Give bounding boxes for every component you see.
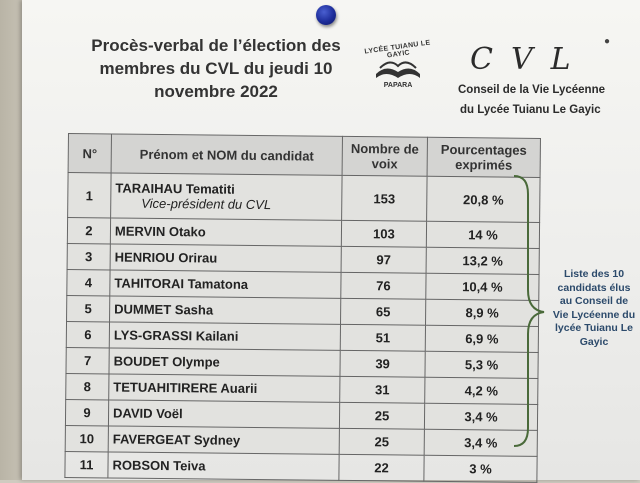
cell-pct: 10,4 % [426,273,539,300]
cvl-logo-dot-icon: ● [604,36,611,47]
cell-votes: 22 [339,454,424,481]
cell-name: TAHITORAI Tamatona [110,270,341,298]
cell-num: 8 [66,373,109,399]
cell-votes: 25 [339,428,424,455]
cell-pct: 5,3 % [425,351,538,378]
cell-num: 4 [67,269,110,295]
header-name: Prénom et NOM du candidat [111,134,342,175]
title-line-3: novembre 2022 [154,82,278,101]
cell-num: 3 [67,243,110,269]
title-line-1: Procès-verbal de l’élection des [91,36,341,55]
cell-pct: 14 % [426,221,539,248]
lycee-logo-place: PAPARA [383,82,413,89]
cell-num: 7 [66,347,109,373]
cell-num: 6 [66,321,109,347]
cell-pct: 3,4 % [424,403,537,430]
cell-votes: 51 [340,324,425,351]
cell-num: 2 [67,218,110,244]
push-pin-icon [316,5,336,25]
cell-votes: 97 [341,246,426,273]
cvl-logo-mark: CVL [470,42,589,77]
cell-name: MERVIN Otako [110,218,341,246]
table-header-row [68,134,540,178]
cell-pct: 3,4 % [424,429,537,456]
cell-num: 10 [65,425,108,451]
cell-votes: 153 [342,175,427,221]
cell-name [111,173,342,220]
cell-name: TETUAHITIRERE Auarii [109,374,340,402]
cell-pct: 6,9 % [425,325,538,352]
header-pct: Pourcentages exprimés [427,137,540,177]
cell-votes: 103 [341,220,426,247]
curly-brace-icon [510,172,554,452]
cvl-logo-line-1: Conseil de la Vie Lycéenne [458,84,606,96]
cell-num: 5 [67,295,110,321]
lycee-logo-text: LYCÉE TUIANU LE GAYIC [364,39,431,60]
cell-votes: 39 [340,350,425,377]
cell-name: HENRIOU Orirau [110,244,341,272]
cell-name: LYS-GRASSI Kailani [109,322,340,350]
lycee-logo [358,39,438,92]
cell-pct: 13,2 % [426,247,539,274]
cell-votes: 25 [339,402,424,429]
cell-num: 11 [65,451,108,477]
header-num: N° [68,134,111,173]
cell-num: 1 [68,173,111,218]
cell-votes: 65 [341,298,426,325]
book-wave-icon [372,54,424,82]
cell-num: 9 [65,399,108,425]
document-title [66,34,366,103]
cell-votes: 31 [340,376,425,403]
table-row [65,451,537,482]
cell-pct: 8,9 % [426,299,539,326]
cell-name: BOUDET Olympe [109,348,340,376]
title-line-2: membres du CVL du jeudi 10 [99,59,333,78]
cell-pct: 4,2 % [425,377,538,404]
cell-pct: 3 % [424,455,537,482]
results-table [64,133,541,483]
cvl-logo [440,38,640,118]
header-votes: Nombre de voix [342,136,427,176]
candidate-name: TARAIHAU Tematiti [115,180,235,197]
cell-name: FAVERGEAT Sydney [108,426,339,454]
cell-name: DUMMET Sasha [110,296,341,324]
elected-note: Liste des 10 candidats élus au Conseil de Vie Lycéenne du lycée Tuianu Le Gayic [552,268,636,348]
cvl-logo-line-2: du Lycée Tuianu Le Gayic [460,104,601,116]
cell-name: ROBSON Teiva [108,452,339,480]
cell-name: DAVID Voël [108,400,339,428]
cell-votes: 76 [341,272,426,299]
cell-pct: 20,8 % [427,176,540,222]
candidate-role: Vice-président du CVL [141,195,272,213]
table-row [68,173,540,223]
